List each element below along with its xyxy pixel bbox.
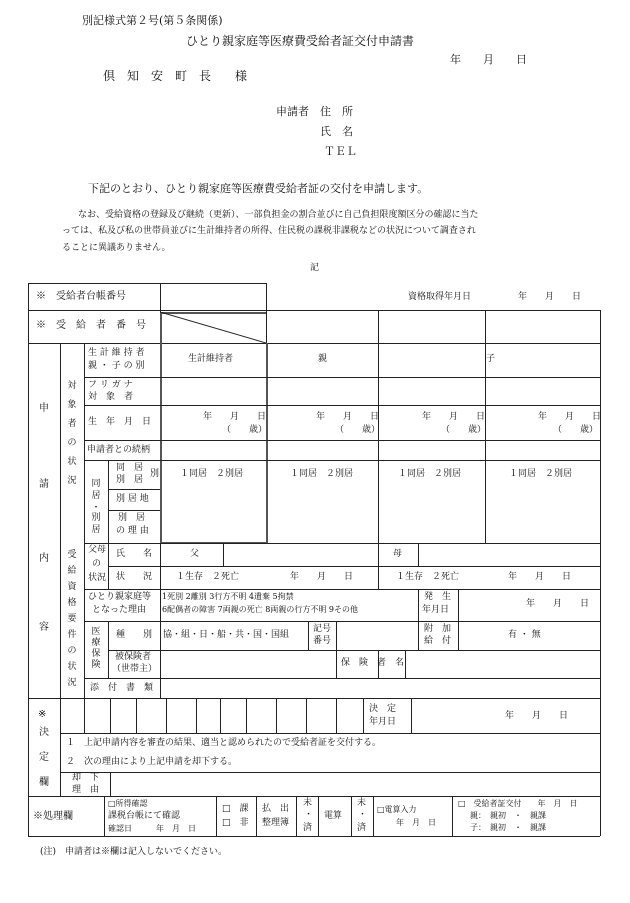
calc-done-3[interactable]: 済 <box>357 823 367 833</box>
father-label: 父 <box>190 549 200 559</box>
decision-date-line-1: 決 定 <box>369 704 397 714</box>
form-title: ひとり親家庭等医療費受給者証交付申請書 <box>186 34 415 48</box>
cohab-opt-child-2[interactable]: １同居 ２別居 <box>509 469 573 479</box>
qual-date-value[interactable]: 年 月 日 <box>518 292 582 302</box>
v-req-7: の <box>67 646 77 656</box>
v-req-6: 件 <box>67 630 77 640</box>
ki-label: 記 <box>310 263 320 273</box>
v-dec-3: 欄 <box>39 777 49 788</box>
earner-relation-line-1: 生 計 維 持 者 <box>88 348 145 358</box>
issue-parent[interactable]: 親： 親初 ・ 親課 <box>470 811 546 820</box>
parent-status-label: 状 況 <box>116 572 153 582</box>
dob-parent[interactable]: 年 月 日 <box>316 412 380 422</box>
decision-line-2[interactable]: ２ 次の理由により上記申請を却下する。 <box>66 757 238 767</box>
calc-input-date[interactable]: 年 月 日 <box>396 818 436 827</box>
applicant-address-label: 住 所 <box>320 105 353 118</box>
v-ins-1: 医 <box>91 627 101 637</box>
v-target-3: 者 <box>67 419 77 429</box>
earner-relation-line-2: 親 ・ 子 の 別 <box>88 361 145 371</box>
occur-line-2: 年月日 <box>422 605 450 615</box>
v-dec-1: 決 <box>39 727 49 738</box>
cohab-label-1: 同 居 <box>116 463 144 473</box>
v-req-3: 資 <box>67 582 77 592</box>
payout-done-3[interactable]: 済 <box>303 823 313 833</box>
payout-done-1[interactable]: 未 <box>303 798 313 808</box>
v-ins-2: 療 <box>91 638 101 648</box>
reasons-line-2[interactable]: 6配偶者の障害 7両親の死亡 8両親の行方不明 9その他 <box>162 605 358 614</box>
mother-label: 母 <box>393 549 403 559</box>
decision-line-1[interactable]: １ 上記申請内容を審査の結果、適当と認められたので受給者証を交付する。 <box>66 738 382 748</box>
reject-line-1: 却 下 <box>72 773 100 783</box>
age-child-2[interactable]: （ 歳） <box>553 425 599 435</box>
issue-child[interactable]: 子： 親初 ・ 親課 <box>470 823 546 832</box>
income-date[interactable]: 確認日 年 月 日 <box>108 824 196 833</box>
calc-label: 電算 <box>324 811 343 821</box>
v-req-2: 給 <box>67 566 77 576</box>
v-req-5: 要 <box>67 614 77 624</box>
cohab-label-2: 別 居 <box>116 475 144 485</box>
cohab-opt-earner[interactable]: １同居 ２別居 <box>180 469 244 479</box>
v-target-5: 状 <box>67 457 77 467</box>
calc-done-2: ・ <box>358 810 368 820</box>
v-req-8: 状 <box>67 662 77 672</box>
col-parent: 親 <box>318 354 328 364</box>
furigana-label: フ リ ガ ナ <box>88 380 133 390</box>
sep-reason-line-1: 別 居 <box>118 513 146 523</box>
sep-place-label: 別 居 地 <box>116 494 149 504</box>
parents-line-2: の <box>92 559 102 569</box>
applicant-name-label: 氏 名 <box>320 125 353 138</box>
v-req-9: 況 <box>67 678 77 688</box>
father-status[interactable]: １生存 ２死亡 <box>176 572 240 582</box>
applicant-tel-label: ＴＥＬ <box>324 145 357 158</box>
dob-child-2[interactable]: 年 月 日 <box>538 412 602 422</box>
v-cohab-1: 同 <box>91 479 101 489</box>
tax-check[interactable]: □ 課 <box>222 804 249 814</box>
v-target-2: 象 <box>67 400 77 410</box>
void-slash <box>160 312 266 343</box>
v-cohab-2: 居 <box>91 491 101 501</box>
age-child-1[interactable]: （ 歳） <box>441 425 487 435</box>
application-date[interactable]: 年 月 日 <box>450 53 527 66</box>
reasons-line-1[interactable]: 1死別 2離別 3行方不明 4遺棄 5拘禁 <box>162 592 294 601</box>
decision-mark: ※ <box>38 709 47 720</box>
recipient-no-label: ※ 受 給 者 番 号 <box>36 320 146 331</box>
ins-kind-label: 種 別 <box>116 630 153 640</box>
footnote: (注) 申請者は※欄は記入しないでください。 <box>40 847 228 857</box>
parent-name-label: 氏 名 <box>116 549 153 559</box>
sign-line-2: 番号 <box>313 636 332 646</box>
became-line-1: ひとり親家庭等 <box>88 592 152 602</box>
occur-date[interactable]: 年 月 日 <box>526 599 590 609</box>
insured-line-1: 被保険者 <box>115 652 152 662</box>
v-sei: 請 <box>39 479 49 490</box>
dob-child-1[interactable]: 年 月 日 <box>422 412 486 422</box>
father-status-date[interactable]: 年 月 日 <box>290 572 354 582</box>
age-earner[interactable]: （ 歳） <box>222 425 268 435</box>
v-ins-3: 保 <box>91 649 101 659</box>
v-req-4: 格 <box>67 598 77 608</box>
ins-kinds[interactable]: 協・組・日・船・共・国・国組 <box>163 630 290 640</box>
sep-reason-line-2: の 理 由 <box>116 526 149 536</box>
issue-check[interactable]: □ 受給者証交付 年 月 日 <box>458 799 578 808</box>
intro-line-3: っては、私及び私の世帯員並びに生計維持者の所得、住民税の課税非課税などの状況について調査され <box>62 226 476 236</box>
nontax-check[interactable]: □ 非 <box>222 818 249 828</box>
v-target-4: の <box>67 438 77 448</box>
cohab-label-3: 別 <box>150 469 160 479</box>
ledger-no-label: ※ 受給者台帳番号 <box>36 291 126 302</box>
age-parent[interactable]: （ 歳） <box>335 425 381 435</box>
v-shin: 申 <box>39 403 49 414</box>
dob-label: 生 年 月 日 <box>88 417 152 427</box>
income-ledger: 課税台帳にて確認 <box>108 811 181 821</box>
insured-line-2: （世帯主） <box>112 664 158 674</box>
insurer-label: 保 険 者 名 <box>341 658 405 668</box>
v-target-6: 況 <box>67 476 77 486</box>
v-target-1: 対 <box>67 381 77 391</box>
qual-date-label: 資格取得年月日 <box>408 292 472 302</box>
relation-label: 申請者との続柄 <box>87 445 151 455</box>
parents-line-1: 父母 <box>88 545 107 555</box>
dob-earner[interactable]: 年 月 日 <box>203 412 267 422</box>
occur-line-1: 発 生 <box>424 592 452 602</box>
reject-line-2: 理 由 <box>72 785 100 795</box>
target-name-label: 対 象 者 <box>88 392 134 402</box>
decision-date-value[interactable]: 年 月 日 <box>505 711 569 721</box>
cohab-opt-child-1[interactable]: １同居 ２別居 <box>398 469 462 479</box>
processing-label: ※処理欄 <box>33 811 73 822</box>
v-you: 容 <box>39 622 49 633</box>
became-line-2: となった理由 <box>92 605 147 615</box>
decision-date-line-2: 年月日 <box>369 717 397 727</box>
v-cohab-5: 居 <box>91 525 101 535</box>
extra-value[interactable]: 有 ・ 無 <box>508 630 541 640</box>
v-ins-4: 険 <box>91 660 101 670</box>
mother-status[interactable]: １生存 ２死亡 <box>396 572 460 582</box>
attach-label: 添 付 書 類 <box>90 683 154 693</box>
calc-input-check[interactable]: □電算入力 <box>377 805 417 814</box>
v-dec-2: 定 <box>39 752 49 763</box>
col-child: 子 <box>486 354 496 364</box>
addressee: 倶 知 安 町 長 様 <box>103 69 248 83</box>
v-nai: 内 <box>39 553 49 564</box>
form-number: 別記様式第２号(第５条関係) <box>82 14 223 27</box>
intro-line-2: なお、受給資格の登録及び継続（更新）、一部負担金の割合並びに自己負担限度額区分の確認に当た <box>78 210 479 220</box>
payout-line-1: 払 出 <box>262 804 290 814</box>
v-req-1: 受 <box>67 550 77 560</box>
extra-line-1: 附 加 <box>424 624 452 634</box>
calc-done-1[interactable]: 未 <box>357 798 367 808</box>
parents-line-3: 状況 <box>88 573 107 583</box>
payout-done-2: ・ <box>304 810 314 820</box>
payout-line-2: 整理簿 <box>262 818 290 828</box>
applicant-label: 申請者 <box>276 105 309 118</box>
intro-line-1: 下記のとおり、ひとり親家庭等医療費受給者証の交付を申請します。 <box>88 182 429 195</box>
extra-line-2: 給 付 <box>424 636 452 646</box>
v-cohab-4: 別 <box>91 513 101 523</box>
mother-status-date[interactable]: 年 月 日 <box>508 572 572 582</box>
income-check[interactable]: □所得確認 <box>108 799 148 808</box>
v-cohab-3: ・ <box>91 503 101 513</box>
sign-line-1: 記号 <box>313 624 332 634</box>
intro-line-4: ることに異議ありません。 <box>62 243 171 253</box>
col-earner: 生計維持者 <box>188 354 234 364</box>
cohab-opt-parent[interactable]: １同居 ２別居 <box>290 469 354 479</box>
